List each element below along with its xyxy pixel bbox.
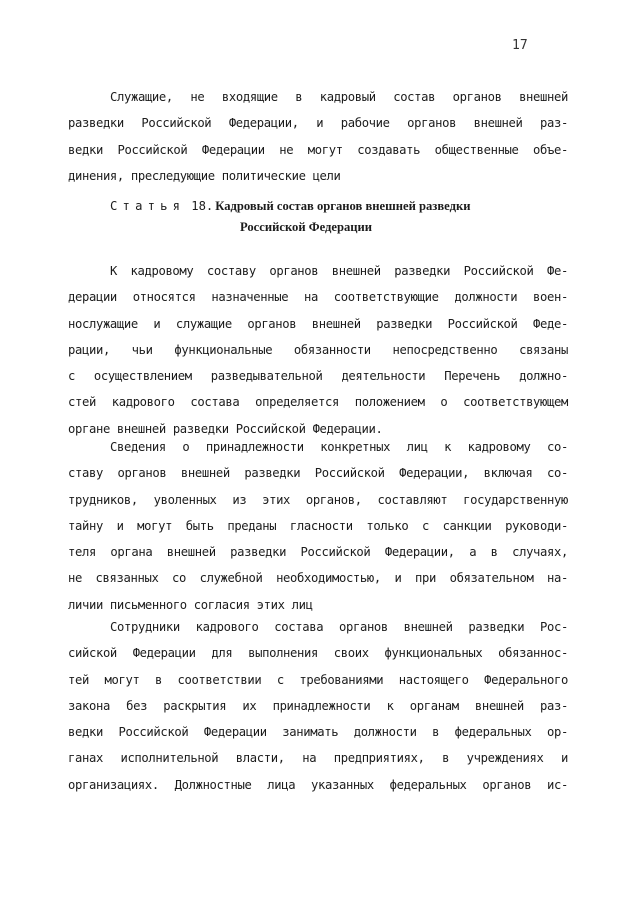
paragraph-line: динения, преследующие политические цели xyxy=(68,168,341,183)
paragraph-2 xyxy=(68,434,568,618)
paragraph-line: Сотрудники кадрового состава органов внешней разведки Рос- xyxy=(110,620,568,634)
paragraph-line: с осуществлением разведывательной деятельности Перечень должно- xyxy=(68,369,568,384)
paragraph-line: теля органа внешней разведки Российской Федерации, а в случаях, xyxy=(68,545,568,560)
paragraph-line: ведки Российской Федерации занимать должности в федеральных ор- xyxy=(68,725,568,740)
paragraph-line: личии письменного согласия этих лиц xyxy=(68,597,313,612)
paragraph-line: стей кадрового состава определяется положением о соответствующем xyxy=(68,395,568,410)
paragraph-line: рации, чьи функциональные обязанности непосредственно связаны xyxy=(68,342,568,357)
paragraph-line: организациях. Должностные лица указанных федеральных органов ис- xyxy=(68,777,568,792)
paragraph-line: закона без раскрытия их принадлежности к органам внешней раз- xyxy=(68,698,568,713)
paragraph-line: ведки Российской Федерации не могут создавать общественные объе- xyxy=(68,142,568,157)
intro-paragraph xyxy=(68,84,568,189)
article-heading xyxy=(110,199,570,235)
paragraph-line: не связанных со служебной необходимостью, и при обязательном на- xyxy=(68,571,568,586)
paragraph-3 xyxy=(68,614,568,798)
paragraph-line: органе внешней разведки Российской Федерации. xyxy=(68,421,383,436)
paragraph-line: ставу органов внешней разведки Российской Федерации, включая со- xyxy=(68,466,568,481)
page-number: 17 xyxy=(512,38,528,53)
article-title-continued: Российской Федерации xyxy=(240,220,373,234)
paragraph-line: сийской Федерации для выполнения своих функциональных обязаннос- xyxy=(68,646,568,661)
article-number: 18. xyxy=(191,199,214,213)
article-label: Статья xyxy=(110,199,186,213)
paragraph-line: Сведения о принадлежности конкретных лиц к кадровому со- xyxy=(110,440,568,454)
paragraph-line: тайну и могут быть преданы гласности только с санкции руководи- xyxy=(68,518,568,533)
paragraph-line: ганах исполнительной власти, на предприятиях, в учреждениях и xyxy=(68,751,568,766)
paragraph-line: нослужащие и служащие органов внешней разведки Российской Феде- xyxy=(68,316,568,331)
paragraph-1 xyxy=(68,258,568,442)
paragraph-line: трудников, уволенных из этих органов, составляют государственную xyxy=(68,492,568,507)
paragraph-line: Служащие, не входящие в кадровый состав органов внешней xyxy=(110,90,568,104)
paragraph-line: разведки Российской Федерации, и рабочие органов внешней раз- xyxy=(68,116,568,131)
paragraph-line: дерации относятся назначенные на соответствующие должности воен- xyxy=(68,290,568,305)
article-title: Кадровый состав органов внешней разведки xyxy=(215,199,471,213)
paragraph-line: тей могут в соответствии с требованиями настоящего Федерального xyxy=(68,672,568,687)
paragraph-line: К кадровому составу органов внешней разведки Российской Фе- xyxy=(110,264,568,278)
